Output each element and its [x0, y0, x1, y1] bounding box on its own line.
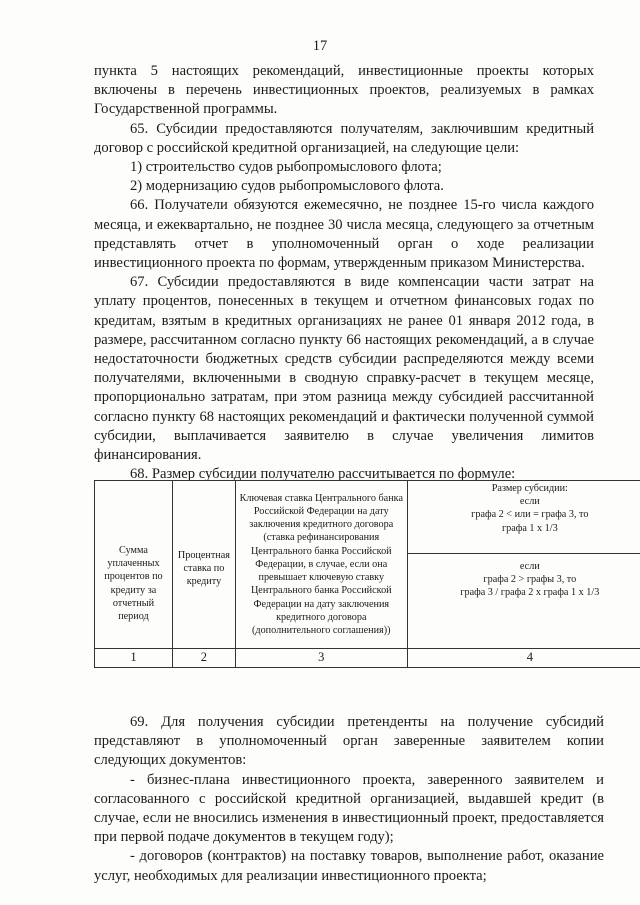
case-1-if: если: [519, 496, 540, 508]
paragraph-69: 69. Для получения субсидии претенденты на получение субсидий представляют в уполномоченный орган заверенные заявителем копии следующих документов:: [94, 714, 604, 769]
header-col-3: Ключевая ставка Центрального банка Российской Федерации на дату заключения кредитного договора (ставка рефинансирования Центрального банка Российской Федерации, в случае, если она превышает ключевую ставку Центрального банка Российской Федерации на дату заключения кредитного договора (дополнительного соглашения)): [235, 481, 407, 649]
column-number-1: 1: [95, 649, 173, 668]
paragraph-continuation: пункта 5 настоящих рекомендаций, инвестиционные проекты которых включены в перечень инвестиционных проектов, реализуемых в рамках Государственной программы.: [94, 63, 594, 118]
page-number: 17: [312, 38, 328, 54]
header-col-4-case-2: [407, 554, 640, 649]
text-body-bottom: [94, 713, 604, 886]
header-col-2: Процентная ставка по кредиту: [172, 481, 235, 649]
column-number-4: 4: [407, 649, 640, 668]
column-number-2: 2: [172, 649, 235, 668]
case-2-condition: графа 2 > графы 3, то: [483, 574, 577, 586]
case-2-formula: графа 3 / графа 2 х графа 1 х 1/3: [460, 587, 600, 599]
paragraph-67: 67. Субсидии предоставляются в виде компенсации части затрат на уплату процентов, понесенных в текущем и отчетном финансовых годах по кредитам, взятым в кредитных организациях не ранее 01 января 2012 года, в размере, рассчитанном согласно пункту 66 настоящих рекомендаций, а в случае недостаточности бюджетных средств субсидии распределяются между всеми получателями, включенными в сводную справку-расчет в текущем месяце, пропорционально затратам, при этом разница между субсидией рассчитанной согласно пункту 68 настоящих рекомендаций и фактически полученной суммой субсидии, выплачивается заявителю в случае увеличения лимитов финансирования.: [94, 274, 594, 464]
list-item-2: 2) модернизацию судов рыбопромыслового флота.: [130, 178, 444, 195]
header-col-1: Сумма уплаченных процентов по кредиту за отчетный период: [95, 481, 173, 649]
document-item-contracts: - договоров (контрактов) на поставку товаров, выполнение работ, оказание услуг, необходимых для реализации инвестиционного проекта;: [94, 848, 604, 884]
paragraph-66: 66. Получатели обязуются ежемесячно, не позднее 15-го числа каждого месяца, и ежеквартально, не позднее 30 числа месяца, следующего за отчетным представлять отчет в уполномоченный орган о ходе реализации инвестиционного проекта по формам, утвержденным приказом Министерства.: [94, 197, 594, 272]
column-number-3: 3: [235, 649, 407, 668]
case-1-formula: графа 1 х 1/3: [501, 522, 558, 534]
text-body-top: [94, 62, 594, 484]
col-4-title: Размер субсидии:: [491, 483, 568, 494]
paragraph-65: 65. Субсидии предоставляются получателям, заключившим кредитный договор с российской кредитной организацией, на следующие цели:: [94, 120, 594, 156]
document-item-business-plan: - бизнес-плана инвестиционного проекта, заверенного заявителем и согласованного с российской кредитной организацией, выдавшей кредит (в случае, если не вносились изменения в инвестиционный проект, предоставляется при первой подаче документов в текущем году);: [94, 771, 604, 846]
case-2-if: если: [519, 561, 540, 572]
header-col-4-case-1: [407, 481, 640, 554]
paragraph-68: 68. Размер субсидии получателю рассчитывается по формуле:: [130, 466, 516, 483]
case-1-condition: графа 2 < или = графа 3, то: [471, 509, 589, 521]
subsidy-formula-table: [94, 480, 640, 668]
list-item-1: 1) строительство судов рыбопромыслового флота;: [130, 159, 442, 176]
